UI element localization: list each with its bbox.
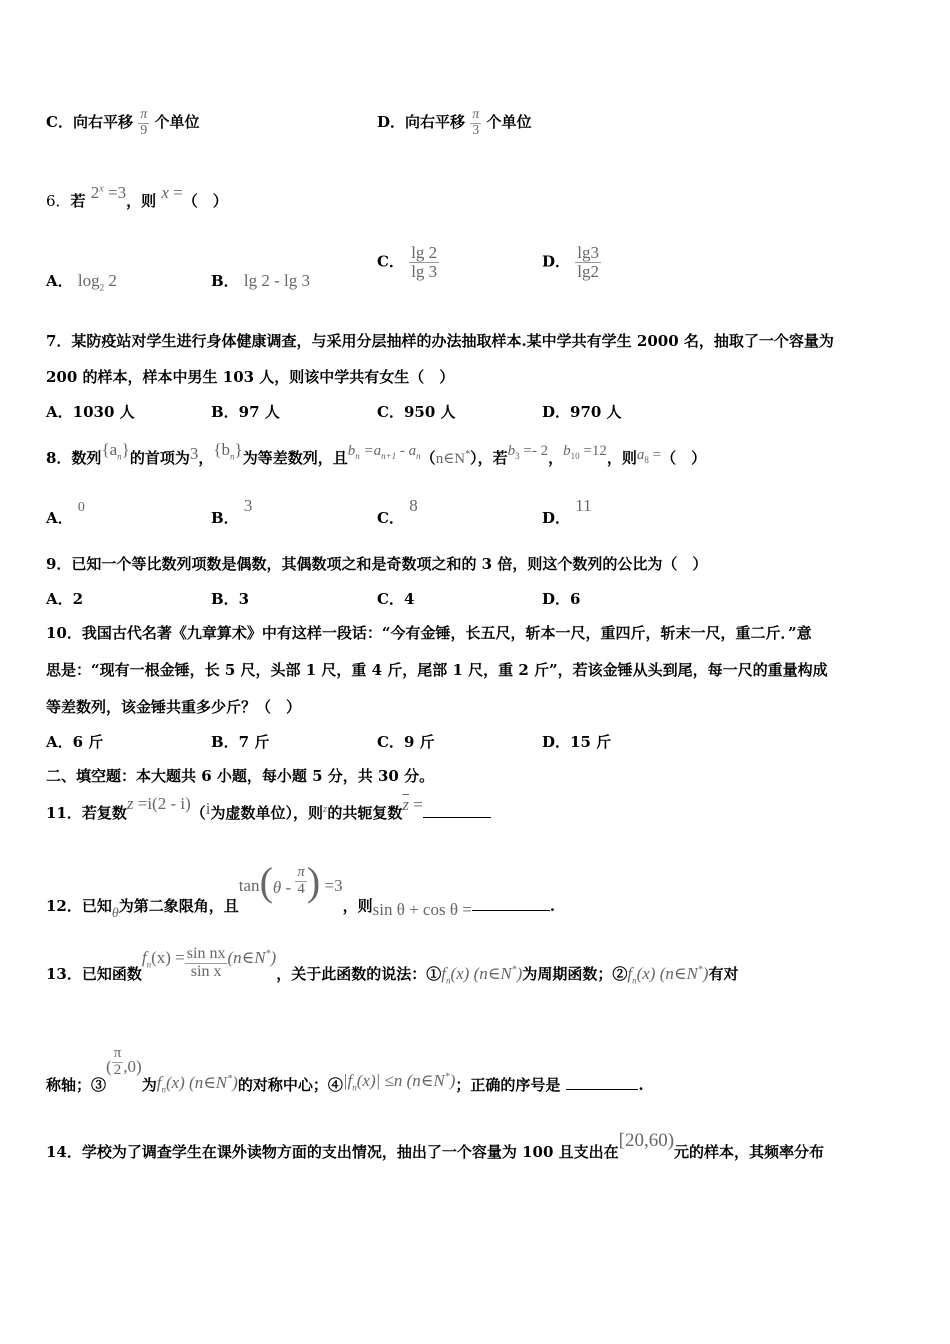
- q10-line-2: 思是：“现有一根金锤，长 5 尺，头部 1 尺，重 4 斤，尾部 1 尺，重 2 斤”，若该金锤从头到尾，每一尺的重量构成: [46, 661, 828, 679]
- q10-option-a: A．6 斤: [46, 733, 104, 751]
- q5-option-d: D．向右平移 $\frac{\pi}{3}$ 个单位: [377, 107, 532, 138]
- q6-option-b: B． lg 2 - lg 3: [211, 271, 311, 290]
- fraction: $\frac{\pi}{4}$: [297, 863, 305, 897]
- q7-option-c: C．950 人: [377, 403, 456, 421]
- q7-option-a: A．1030 人: [46, 403, 135, 421]
- q6-option-c: C． $\frac{\lg 2}{\lg 3}$: [377, 243, 438, 281]
- q7-line-2: 200 的样本，样本中男生 103 人，则该中学共有女生（ ）: [46, 368, 455, 386]
- q9-option-b: B．3: [211, 590, 250, 608]
- q13-stem: 13．已知函数$f_n(x)$ = $\frac{\text{sin nx}}{\text{sin x}}$ (n∈N*)，关于此函数的说法：$①f_n(x)$ (n∈N*)为周期函数；$②f_n(x)$ (n∈N*)有对: [46, 945, 739, 986]
- fraction: $\frac{\text{sin nx}}{\text{sin x}}$: [186, 945, 226, 980]
- answer-blank[interactable]: [472, 910, 550, 911]
- q8-option-b: B． 3: [211, 496, 253, 527]
- q9-option-a: A．2: [46, 590, 84, 608]
- q12-stem: 12．已知θ为第二象限角，且tan(θ - $\frac{\pi}{4}$ ) =3，则sin θ + cos θ = .: [46, 859, 556, 921]
- q6-stem: 6．若 $2^x =3$，则 x =（ ）: [46, 183, 228, 210]
- q8-stem: 8．数列$\{a_n\}$的首项为3，$\{b_n\}$为等差数列，且$b_n =a_{n+1}$ - $a_n(n\in N^*)$，若$b_3 =- 2$，$b_{10} =12$，则$a_8$ =（ ）: [46, 440, 707, 467]
- q7-option-d: D．970 人: [542, 403, 622, 421]
- q10-line-1: 10．我国古代名著《九章算术》中有这样一段话：“今有金锤，长五尺，斩本一尺，重四斤，斩末一尺，重二斤．”意: [46, 624, 812, 642]
- fraction: $\frac{\pi}{2}$: [113, 1045, 122, 1078]
- q6-option-a: A． $\log_2 2$: [46, 271, 117, 293]
- q8-option-c: C． 8: [377, 496, 418, 527]
- fraction: $\frac{\lg 2}{\lg 3}$: [411, 243, 438, 281]
- q9-option-d: D．6: [542, 590, 581, 608]
- answer-blank[interactable]: [423, 817, 491, 818]
- q7-line-1: 7．某防疫站对学生进行身体健康调查，与采用分层抽样的办法抽取样本.某中学共有学生 2000 名，抽取了一个容量为: [46, 332, 834, 350]
- q8-option-a: A． 0: [46, 500, 85, 527]
- fraction: $\frac{\pi}{9}$: [140, 107, 148, 138]
- section-title: 二、填空题：本大题共 6 小题，每小题 5 分，共 30 分。: [46, 767, 435, 785]
- answer-blank[interactable]: [566, 1089, 638, 1090]
- q11-stem: 11．若复数z =i(2 - i)（i为虚数单位），则$^z$的共轭复数$\overline{z}$ =: [46, 802, 491, 823]
- q9-option-c: C．4: [377, 590, 415, 608]
- q7-option-b: B．97 人: [211, 403, 280, 421]
- q10-option-b: B．7 斤: [211, 733, 270, 751]
- q5-option-c: C．向右平移 $\frac{\pi}{9}$ 个单位: [46, 107, 200, 138]
- q6-option-d: D． $\frac{\lg 3}{\lg 2}$: [542, 243, 599, 281]
- q10-option-d: D．15 斤: [542, 733, 612, 751]
- q13-line-2: 称轴；③( $\frac{\pi}{2}$ ,0)为$f_n(x)$ (n∈N*)的对称中心；$④|f_n(x)| \le n$ (n∈N*)；正确的序号是 .: [46, 1045, 644, 1095]
- q8-option-d: D． 11: [542, 496, 592, 527]
- fraction: $\frac{\lg 3}{\lg 2}$: [577, 243, 599, 281]
- q9-stem: 9．已知一个等比数列项数是偶数，其偶数项之和是奇数项之和的 3 倍，则这个数列的公比为（ ）: [46, 555, 708, 573]
- q10-option-c: C．9 斤: [377, 733, 435, 751]
- fraction: $\frac{\pi}{3}$: [472, 107, 480, 138]
- q14-stem: 14．学校为了调查学生在课外读物方面的支出情况，抽出了一个容量为 100 且支出在[20,60)元的样本，其频率分布: [46, 1130, 825, 1161]
- q10-line-3: 等差数列，该金锤共重多少斤？（ ）: [46, 698, 302, 716]
